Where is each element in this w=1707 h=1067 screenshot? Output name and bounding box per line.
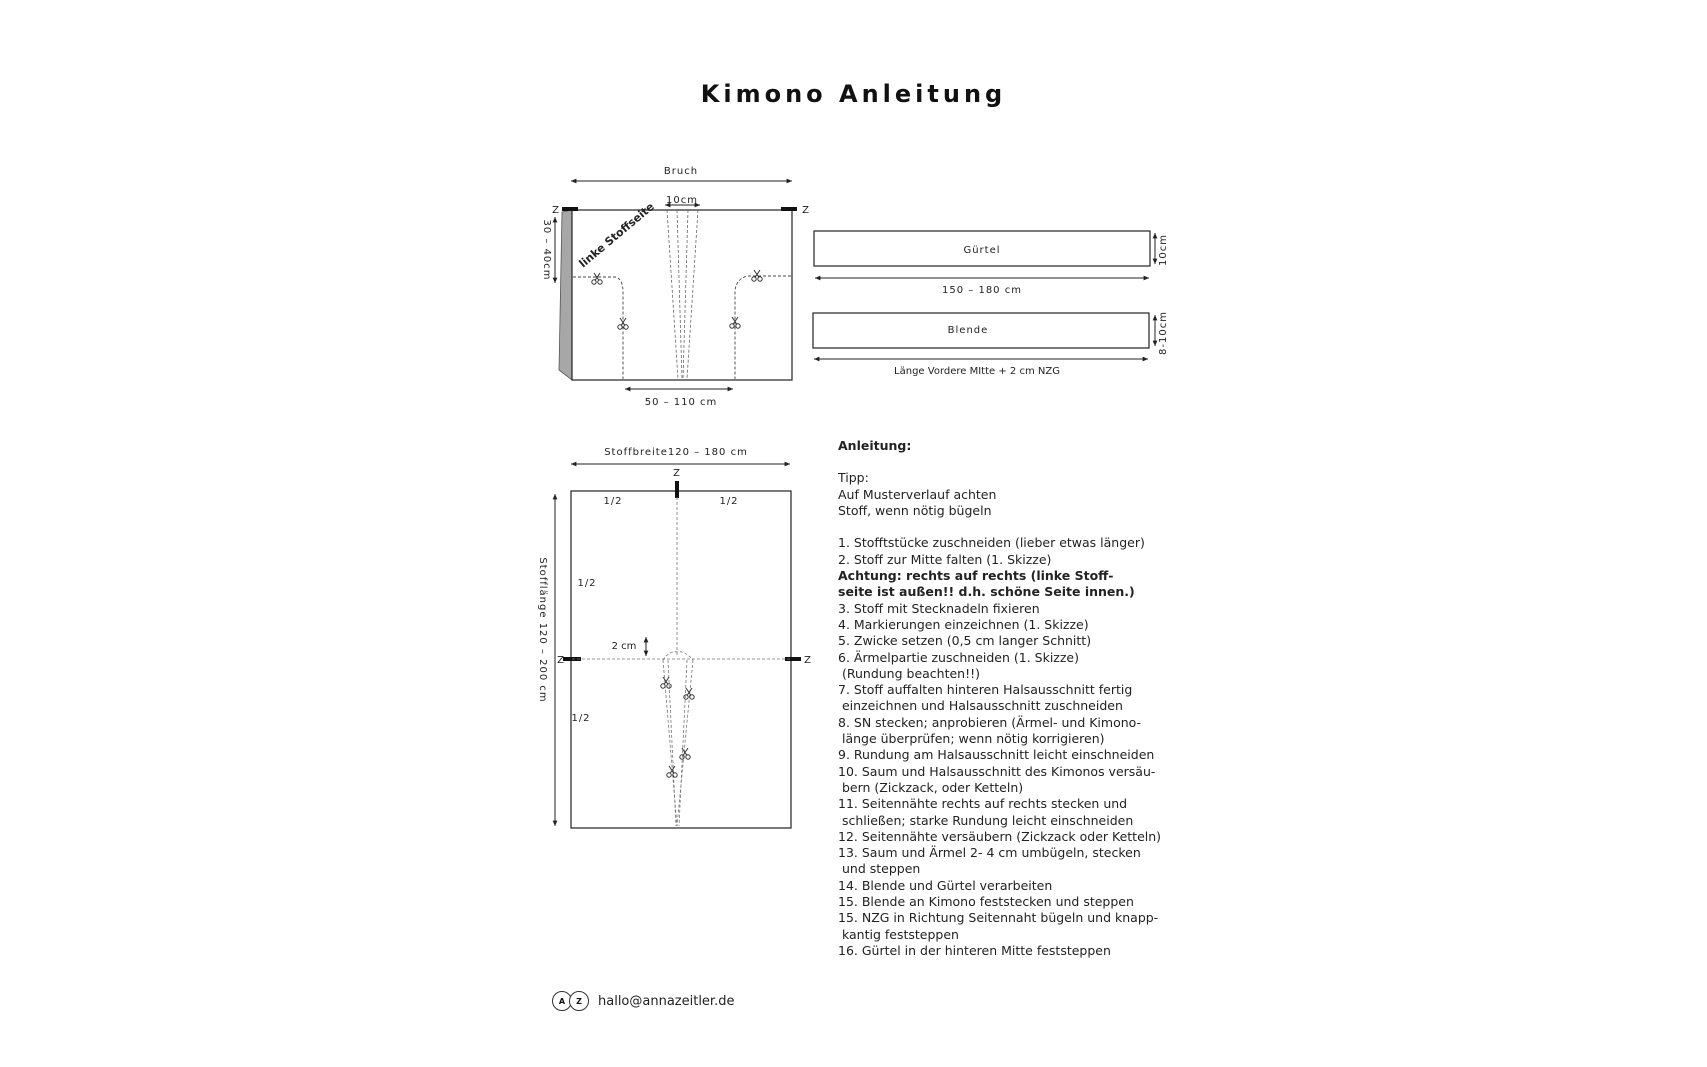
blende-piece [813,311,1169,377]
step-line: 3. Stoff mit Stecknadeln fixieren [838,600,1040,616]
scissors-icon [680,748,690,759]
bottom-width-label: 50 – 110 cm [644,397,718,408]
step-line: Achtung: rechts auf rechts (linke Stoff- [838,568,1114,584]
step-line: 9. Rundung am Halsausschnitt leicht einschneiden [838,747,1155,763]
contact-email[interactable]: hallo@annazeitler.de [598,993,735,1009]
step-line: einzeichnen und Halsausschnitt zuschneiden [838,698,1123,714]
guertel-label: Gürtel [963,245,1001,256]
half-label: 1/2 [719,496,739,507]
z-label-left: Z [557,655,565,666]
step-line: 11. Seitennähte rechts auf rechts stecken und [838,796,1128,812]
step-line: seite ist außen!! d.h. schöne Seite innen.) [838,584,1135,600]
step-line: 14. Blende und Gürtel verarbeiten [838,877,1053,893]
step-line: (Rundung beachten!!) [838,665,980,681]
step-line: und steppen [838,861,921,877]
fabric-width-label: Stoffbreite120 – 180 cm [604,447,748,458]
step-line: 8. SN stecken; anprobieren (Ärmel- und Kimono- [838,714,1142,730]
step-line: kantig feststeppen [838,926,959,942]
fabric-side-shade [559,210,572,380]
neckline-dashed-lines [667,210,698,379]
step-line: 7. Stoff auffalten hinteren Halsausschnitt fertig [838,682,1133,698]
z-label-right: Z [804,655,812,666]
step-line: 2. Stoff zur Mitte falten (1. Skizze) [838,551,1052,567]
step-line: 10. Saum und Halsausschnitt des Kimonos versäu- [838,763,1156,779]
step-line: schließen; starke Rundung leicht einschneiden [838,812,1134,828]
fabric-length-label: Stofflänge 120 – 200 cm [537,557,548,703]
footer [552,991,734,1011]
steps-list [838,535,1218,959]
blende-length-label: Länge Vordere MItte + 2 cm NZG [894,366,1060,377]
brand-logo [552,991,586,1011]
step-line: 16. Gürtel in der hinteren Mitte feststeppen [838,942,1111,958]
step-line: 4. Markierungen einzeichnen (1. Skizze) [838,616,1089,632]
z-label-top: Z [673,468,681,479]
half-label: 1/2 [571,713,591,724]
tip-line: Tipp: [838,470,869,486]
fabric-side-label: linke Stoffseite [576,200,657,271]
step-line: 1. Stofftstücke zuschneiden (lieber etwas länger) [838,535,1145,551]
step-line: 15. Blende an Kimono feststecken und steppen [838,894,1134,910]
z-label-left: Z [552,205,560,216]
neckline-taper-lines [663,652,693,826]
offset-label: 2 cm [611,641,637,652]
tip-line: Auf Musterverlauf achten [838,486,997,502]
step-line: 15. NZG in Richtung Seitennaht bügeln und knapp- [838,910,1159,926]
logo-a-circle: A [552,991,572,1011]
instructions-heading: Anleitung: [838,438,912,453]
half-label: 1/2 [577,578,597,589]
scissors-icon [592,273,602,284]
tip-line: Stoff, wenn nötig bügeln [838,502,992,518]
page-title: Kimono Anleitung [700,80,1007,108]
sleeve-cut-lines [573,276,791,379]
step-line: bern (Zickzack, oder Ketteln) [838,779,1024,795]
diagram-folded-fabric [541,166,810,408]
height-label: 30 – 40cm [541,219,552,281]
diagram-unfolded-fabric [537,447,812,828]
step-line: 6. Ärmelpartie zuschneiden (1. Skizze) [838,649,1079,665]
blende-label: Blende [947,325,989,336]
bruch-label: Bruch [663,166,699,177]
step-line: länge überprüfen; wenn nötig korrigieren) [838,731,1105,747]
step-line: 5. Zwicke setzen (0,5 cm langer Schnitt) [838,633,1092,649]
logo-z-circle: Z [569,991,589,1011]
blende-height-label: 8-10cm [1158,311,1169,355]
guertel-length-label: 150 – 180 cm [942,285,1022,296]
tip-section [838,470,1218,519]
half-label: 1/2 [603,496,623,507]
guertel-piece [814,231,1169,296]
z-label-right: Z [802,205,810,216]
instructions-block [838,438,1218,959]
guertel-height-label: 10cm [1158,234,1169,266]
scissors-icon [667,766,677,777]
step-line: 13. Saum und Ärmel 2- 4 cm umbügeln, stecken [838,845,1141,861]
neck-width-label: 10cm [666,195,698,206]
step-line: 12. Seitennähte versäubern (Zickzack oder Ketteln) [838,828,1162,844]
